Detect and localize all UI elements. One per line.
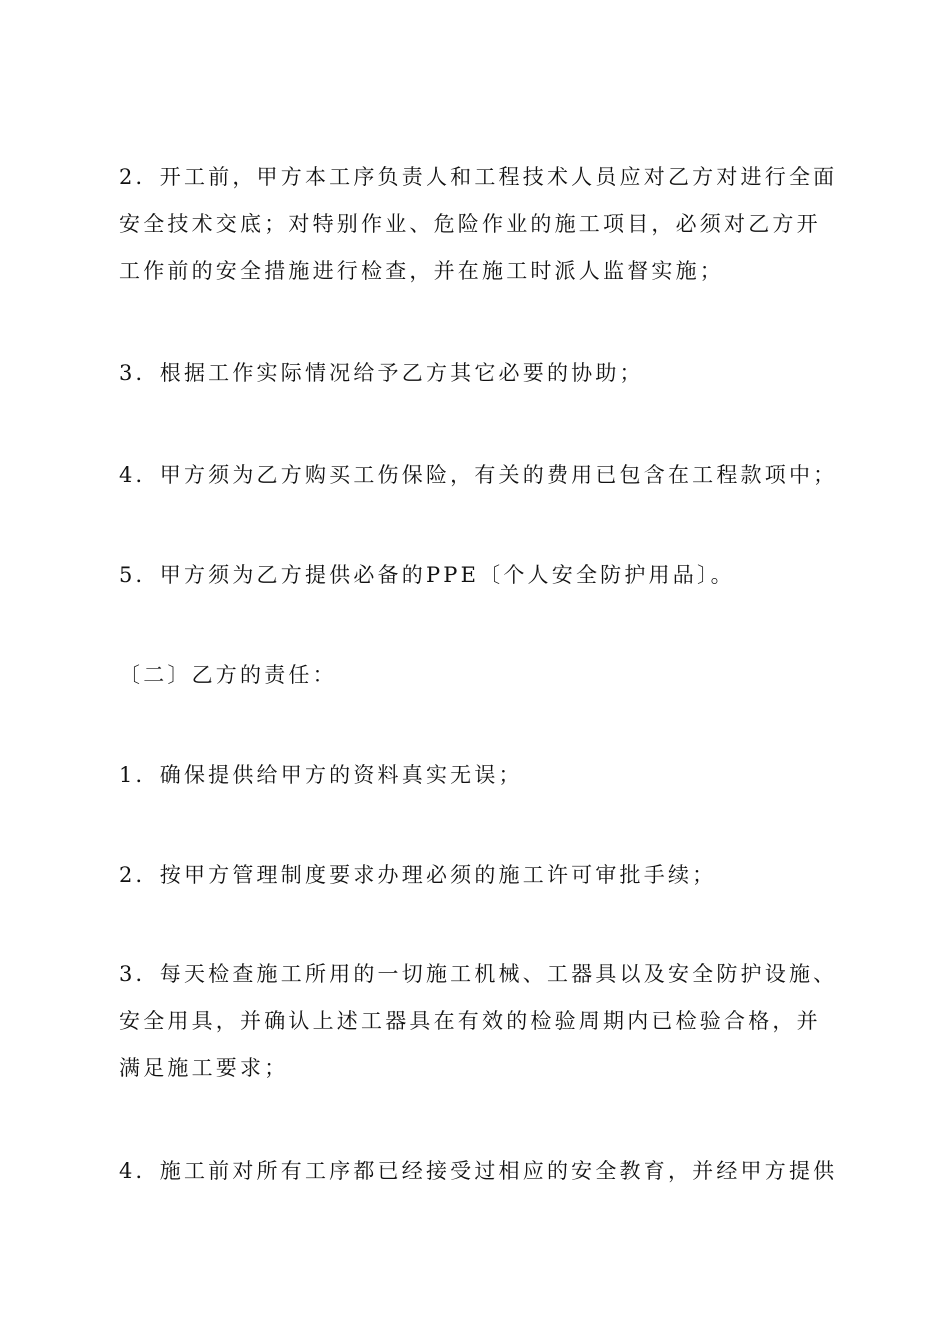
- paragraph-party-a-item-4: [119, 452, 839, 499]
- text-line: 5．甲方须为乙方提供必备的PPE〔个人安全防护用品〕。: [119, 563, 735, 587]
- text-line: 安全技术交底；对特别作业、危险作业的施工项目，必须对乙方开: [119, 212, 821, 236]
- paragraph-party-b-item-4: [119, 1148, 839, 1195]
- text-line: 4．甲方须为乙方购买工伤保险，有关的费用已包含在工程款项中；: [119, 463, 838, 487]
- paragraph-party-b-item-1: [119, 752, 839, 799]
- text-line: 1．确保提供给甲方的资料真实无误；: [119, 763, 523, 787]
- paragraph-party-a-item-3: [119, 350, 839, 397]
- paragraph-party-a-item-5: [119, 552, 839, 599]
- text-line: 满足施工要求；: [119, 1056, 289, 1080]
- text-line: 〔二〕乙方的责任：: [119, 663, 337, 687]
- paragraph-party-a-item-2: [119, 154, 839, 295]
- text-line: 2．按甲方管理制度要求办理必须的施工许可审批手续；: [119, 863, 717, 887]
- paragraph-party-b-item-3: [119, 951, 839, 1092]
- text-line: 4．施工前对所有工序都已经接受过相应的安全教育，并经甲方提供: [119, 1159, 838, 1183]
- text-line: 3．每天检查施工所用的一切施工机械、工器具以及安全防护设施、: [119, 962, 838, 986]
- text-line: 3．根据工作实际情况给予乙方其它必要的协助；: [119, 361, 644, 385]
- section-heading-party-b: [119, 652, 839, 699]
- text-line: 安全用具，并确认上述工器具在有效的检验周期内已检验合格，并: [119, 1009, 821, 1033]
- text-line: 2．开工前，甲方本工序负责人和工程技术人员应对乙方对进行全面: [119, 165, 838, 189]
- paragraph-party-b-item-2: [119, 852, 839, 899]
- text-line: 工作前的安全措施进行检查，并在施工时派人监督实施；: [119, 259, 724, 283]
